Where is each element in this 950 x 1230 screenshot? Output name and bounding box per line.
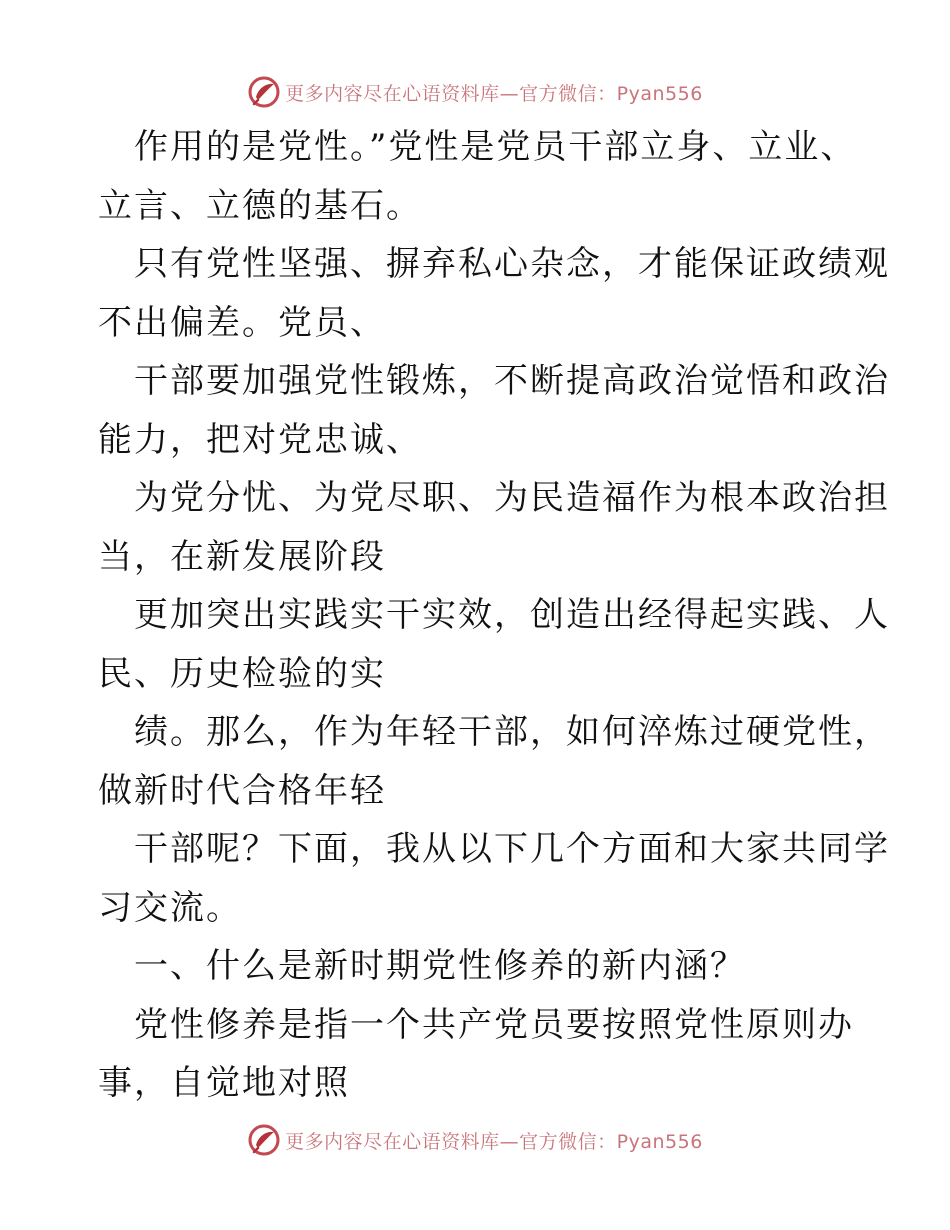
header-watermark [0, 72, 950, 112]
text-line: 做新时代合格年轻 [98, 770, 386, 811]
text-line: 绩。那么，作为年轻干部，如何淬炼过硬党性， [134, 712, 890, 752]
text-line: 习交流。 [98, 887, 242, 928]
text-line: 更加突出实践实干实效，创造出经得起实践、人 [134, 595, 890, 635]
text-line: 一、什么是新时期党性修养的新内涵？ [134, 946, 746, 986]
text-line: 立言、立德的基石。 [98, 185, 422, 226]
pen-logo-icon [247, 75, 281, 109]
text-line: 作用的是党性。”党性是党员干部立身、立业、 [134, 127, 857, 167]
text-line: 干部呢？下面，我从以下几个方面和大家共同学 [134, 829, 890, 869]
watermark-text: 更多内容尽在心语资料库—官方微信：Pyan556 [285, 1130, 703, 1153]
text-line: 当，在新发展阶段 [98, 536, 386, 577]
text-line: 能力，把对党忠诚、 [98, 419, 422, 460]
watermark-text: 更多内容尽在心语资料库—官方微信：Pyan556 [285, 82, 703, 105]
text-line: 只有党性坚强、摒弃私心杂念，才能保证政绩观 [134, 244, 890, 284]
text-line: 不出偏差。党员、 [98, 302, 386, 343]
text-line: 为党分忧、为党尽职、为民造福作为根本政治担 [134, 478, 890, 518]
text-line: 民、历史检验的实 [98, 653, 386, 694]
document-body [98, 118, 890, 1113]
footer-watermark [0, 1120, 950, 1160]
pen-logo-icon [247, 1123, 281, 1157]
text-line: 党性修养是指一个共产党员要按照党性原则办 [134, 1004, 854, 1045]
text-line: 干部要加强党性锻炼，不断提高政治觉悟和政治 [134, 361, 890, 401]
text-line: 事，自觉地对照 [98, 1063, 350, 1103]
